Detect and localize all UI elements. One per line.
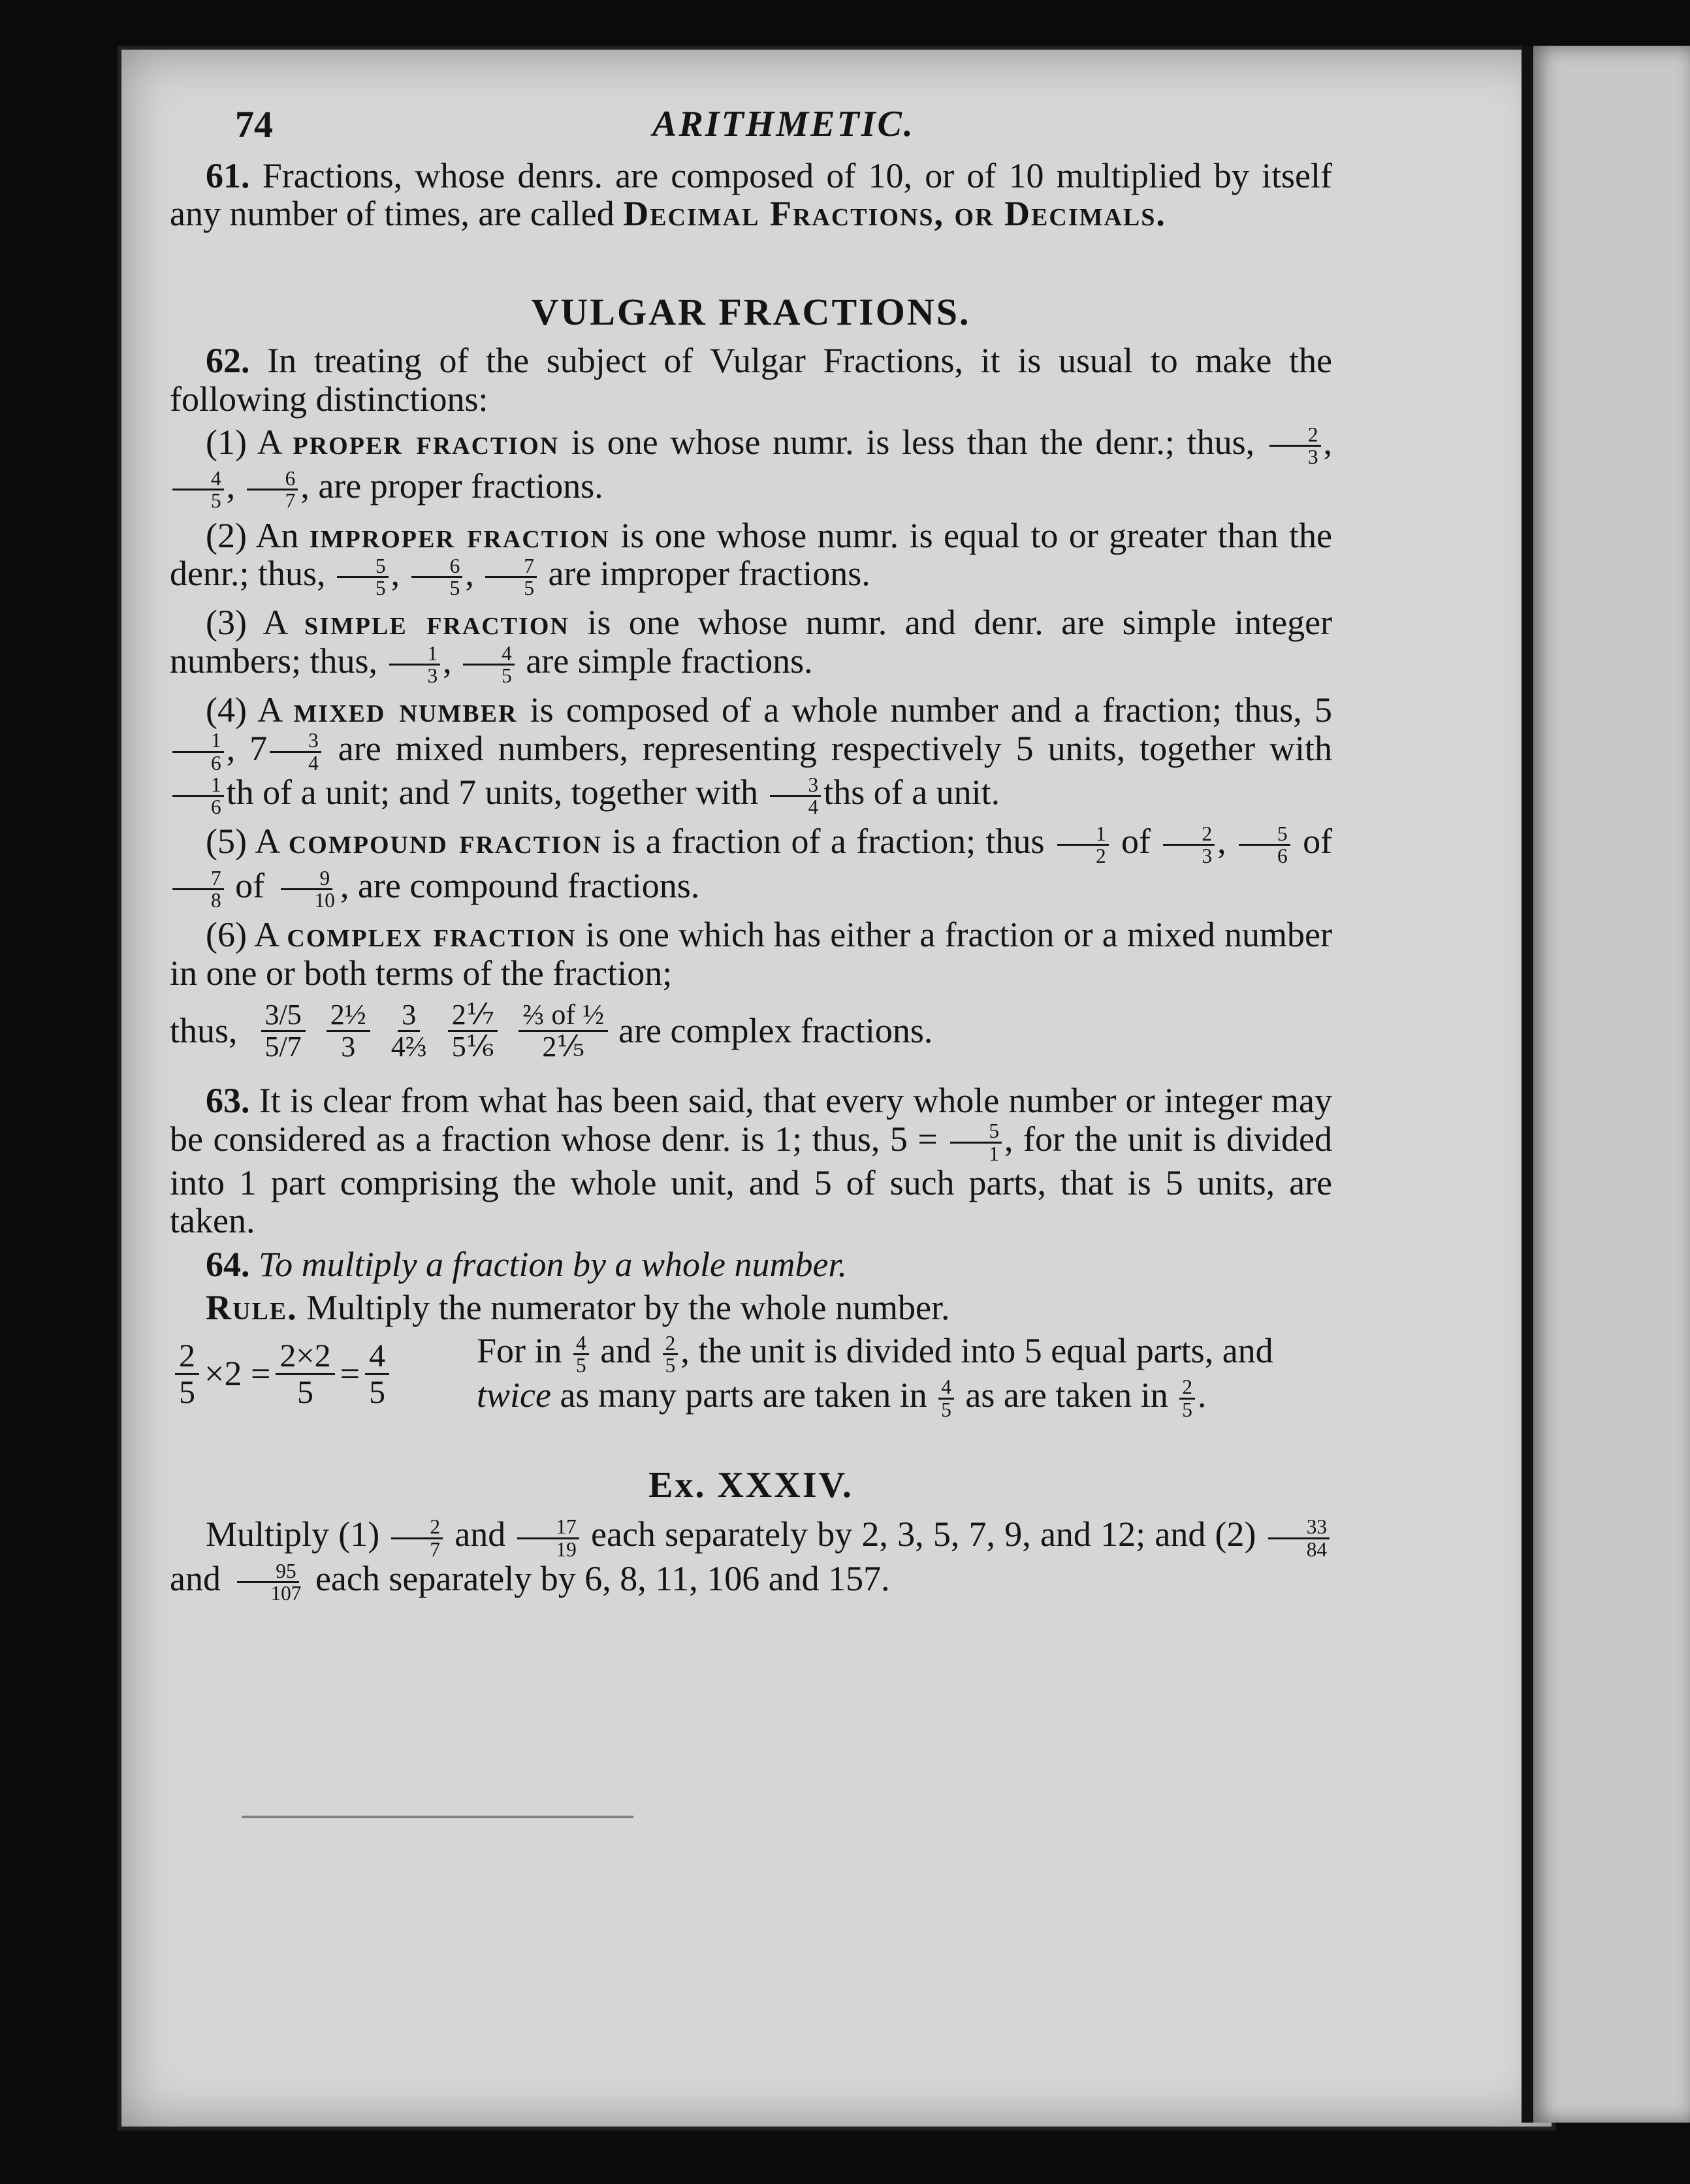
item-number: (1) <box>206 422 247 462</box>
fraction: $\frac{33}{84}$ <box>1268 1517 1330 1560</box>
item-text: is a fraction of a fraction; thus <box>612 822 1045 861</box>
equals-sign: = <box>340 1354 360 1394</box>
para-number: 62. <box>206 341 250 381</box>
of-word: of <box>235 865 265 905</box>
paragraph-61 <box>170 157 1332 233</box>
item-improper-fraction: (2) An improper fraction is one whose numr. is equal to or greater than the denr.; thus, $\frac{5}{5}$ , $\frac{6}{5}$ , $\frac{7}{5}$ are improper fractions. <box>170 515 1332 600</box>
item-text: ths of a unit. <box>823 772 1000 812</box>
complex-fraction: 3 4⅔ <box>391 998 427 1063</box>
emphasis-twice: twice <box>477 1375 551 1415</box>
exercise-title: Ex. XXXIV. <box>648 1465 853 1506</box>
fraction: $\frac{5}{6}$ <box>1239 824 1290 867</box>
item-term: complex fraction <box>287 915 577 955</box>
fraction: $\frac{2}{5}$ <box>1179 1377 1195 1420</box>
running-head: ARITHMETIC. <box>652 104 915 144</box>
item-simple-fraction: (3) A simple fraction is one whose numr. and denr. are simple integer numbers; thus, $\frac{1}{3}$ , $\frac{4}{5}$ are simple fractions. <box>170 603 1333 687</box>
explain-text: , the unit is divided into 5 equal parts, and <box>680 1331 1273 1371</box>
fraction: $\frac{4}{5}$ <box>573 1333 589 1376</box>
rule-explanation <box>477 1332 1332 1420</box>
item-tail: , are proper fractions. <box>300 466 603 506</box>
complex-fraction-examples <box>170 1000 1332 1062</box>
item-term: simple fraction <box>304 603 569 643</box>
fraction: $\frac{2}{3}$ <box>1163 824 1215 867</box>
item-number: (3) <box>206 603 247 643</box>
item-lead: An <box>255 515 299 555</box>
fraction: $\frac{2}{5}$ <box>663 1333 678 1376</box>
fraction: $\frac{9}{10}$ <box>276 868 338 911</box>
exercise-part: each separately by 2, 3, 5, 7, 9, and 12; and (2) <box>591 1515 1256 1554</box>
page-number: 74 <box>235 103 273 146</box>
item-text: is one whose numr. and denr. are simple integer numbers; thus, <box>170 603 1333 681</box>
fraction: $\frac{4}{5}$ <box>938 1377 954 1420</box>
para-number: 61. <box>206 156 250 195</box>
fraction: $\frac{2}{3}$ <box>1269 425 1321 468</box>
item-tail: are improper fractions. <box>548 554 870 594</box>
para-text: In treating of the subject of Vulgar Fractions, it is usual to make the following distinctions: <box>170 341 1332 419</box>
page-header <box>235 104 1332 157</box>
thus-word: thus, <box>170 1011 238 1051</box>
fraction: $\frac{17}{19}$ <box>517 1517 579 1560</box>
explain-text: and <box>600 1331 652 1371</box>
fraction: $\frac{6}{5}$ <box>411 556 463 599</box>
fraction: $\frac{4}{5}$ <box>172 468 224 511</box>
item-compound-fraction: (5) A compound fraction is a fraction of a fraction; thus $\frac{1}{2}$ of $\frac{2}{3}$ , $\frac{5}{6}$ of $\frac{7}{8}$ of $\frac{9}{10}$ , are compound fractions. <box>170 822 1332 910</box>
fraction: $\frac{4}{5}$ <box>463 643 515 686</box>
item-text: is one which has either a fraction or a mixed number in one or both terms of the fraction; <box>170 915 1333 993</box>
fraction: $\frac{3}{4}$ <box>270 730 321 773</box>
paragraph-64 <box>170 1245 1332 1283</box>
fraction: $\frac{6}{7}$ <box>247 468 298 511</box>
complex-fraction: ⅔ of ½ 2⅕ <box>518 1000 608 1062</box>
rule-statement <box>206 1289 1332 1326</box>
rule-example <box>170 1332 1332 1420</box>
item-lead: A <box>257 690 281 730</box>
item-tail: are complex fractions. <box>618 1011 933 1051</box>
facing-page-edge <box>1533 46 1690 2123</box>
para-text: It is clear from what has been said, that every whole number or integer may be considered as a fraction whose denr. is 1; thus, 5 = <box>170 1081 1333 1159</box>
item-text: are mixed numbers, representing respectively 5 units, together with <box>338 728 1333 768</box>
item-term: mixed number <box>293 690 518 730</box>
paragraph-62 <box>170 342 1332 418</box>
fraction: $\frac{95}{107}$ <box>232 1561 304 1604</box>
item-number: (2) <box>206 515 247 555</box>
item-complex-fraction <box>170 916 1332 992</box>
explain-text: as are taken in <box>965 1375 1168 1415</box>
complex-fraction: 2½ 3 <box>327 1000 370 1062</box>
complex-fraction: 2⅐ 5⅙ <box>448 1000 498 1062</box>
exercise-text <box>170 1515 1332 1603</box>
fraction: $\frac{4}{5}$ <box>365 1338 389 1409</box>
item-lead: A <box>255 822 279 861</box>
item-number: (5) <box>206 822 247 861</box>
para-text: Fractions, whose denrs. are composed of 10, or of 10 multiplied by itself any number of times, are called <box>170 156 1333 234</box>
item-text: th of a unit; and 7 units, together with <box>226 772 759 812</box>
para-number: 63. <box>206 1081 250 1121</box>
explain-text: For in <box>477 1331 562 1371</box>
term-decimals: Decimal Fractions, or Decimals. <box>623 194 1166 234</box>
fraction: $\frac{5}{5}$ <box>337 556 389 599</box>
item-lead: A <box>263 603 287 643</box>
explain-text: . <box>1197 1375 1207 1415</box>
item-lead: A <box>254 915 278 955</box>
item-term: improper fraction <box>309 515 610 555</box>
page-content <box>170 104 1332 2012</box>
fraction: $\frac{2\times 2}{5}$ <box>276 1338 334 1409</box>
fraction: $\frac{7}{8}$ <box>172 868 224 911</box>
fraction: $\frac{1}{6}$ <box>172 775 224 818</box>
item-tail: are simple fractions. <box>526 641 813 681</box>
section-title: VULGAR FRACTIONS. <box>531 290 971 333</box>
complex-fraction: 3/5 5/7 <box>261 1000 306 1062</box>
exercise-part: Multiply (1) <box>206 1515 380 1554</box>
item-text: is composed of a whole number and a fraction; thus, 5 <box>530 690 1332 730</box>
item-number: (6) <box>206 915 247 955</box>
item-term: proper fraction <box>293 422 560 462</box>
fraction: $\frac{1}{3}$ <box>389 643 441 686</box>
closing-rule <box>242 1816 633 1818</box>
fraction: $\frac{1}{2}$ <box>1057 824 1109 867</box>
item-tail: , are compound fractions. <box>340 865 700 905</box>
times-sign: ×2 = <box>204 1354 271 1394</box>
of-word: of <box>1121 822 1151 861</box>
item-term: compound fraction <box>288 822 602 861</box>
fraction: $\frac{5}{1}$ <box>950 1121 1002 1164</box>
fraction: $\frac{7}{5}$ <box>485 556 537 599</box>
item-text: , 7 <box>226 728 268 768</box>
para-title: To multiply a fraction by a whole number. <box>259 1244 847 1284</box>
of-word: of <box>1303 822 1333 861</box>
item-mixed-number <box>170 691 1332 817</box>
para-text: , for the unit is divided into 1 part comprising the whole unit, and 5 of such parts, that is 5 units, are taken. <box>170 1119 1333 1241</box>
fraction: $\frac{2}{7}$ <box>391 1517 443 1560</box>
fraction: $\frac{1}{6}$ <box>172 730 224 773</box>
item-proper-fraction: (1) A proper fraction is one whose numr. is less than the denr.; thus, $\frac{2}{3}$ , $\frac{4}{5}$ , $\frac{6}{7}$ , are proper fractions. <box>170 423 1332 511</box>
fraction: $\frac{3}{4}$ <box>770 775 821 818</box>
item-lead: A <box>257 422 281 462</box>
exercise-part: each separately by 6, 8, 11, 106 and 157. <box>315 1558 890 1598</box>
rule-label: Rule. <box>206 1287 298 1327</box>
explain-text: as many parts are taken in <box>560 1375 927 1415</box>
item-text: is one whose numr. is equal to or greater than the denr.; thus, <box>170 515 1332 594</box>
exercise-part: and <box>454 1515 506 1554</box>
fraction: $\frac{2}{5}$ <box>175 1338 199 1409</box>
para-number: 64. <box>206 1244 250 1284</box>
item-text: is one whose numr. is less than the denr.; thus, <box>571 422 1255 462</box>
worked-equation <box>170 1338 477 1409</box>
paragraph-63 <box>170 1082 1332 1240</box>
item-number: (4) <box>206 690 247 730</box>
book-spine <box>1522 46 1533 2123</box>
rule-text: Multiply the numerator by the whole number. <box>306 1287 950 1327</box>
exercise-part: and <box>170 1558 221 1598</box>
